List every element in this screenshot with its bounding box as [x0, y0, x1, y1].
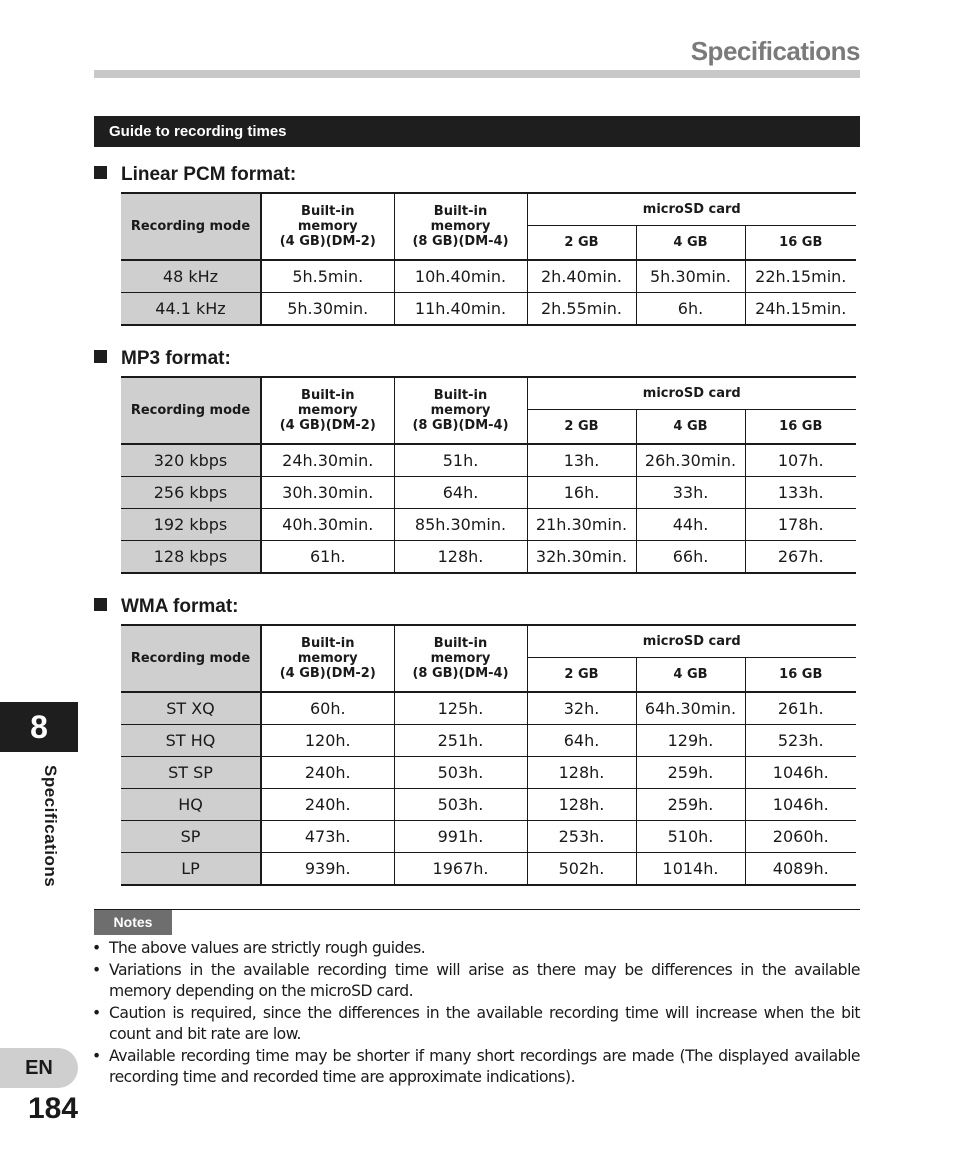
bullet-icon: •: [92, 960, 101, 979]
time-cell: 251h.: [394, 725, 527, 757]
builtin-4gb-header: [261, 377, 394, 444]
time-cell: 939h.: [261, 853, 394, 886]
time-cell: 523h.: [745, 725, 856, 757]
note-text: Available recording time may be shorter if many short recordings are made (The displayed available recording time and recorded time are approximate indications).: [109, 1046, 860, 1086]
notes-rule: [94, 909, 860, 910]
table-row: [121, 541, 856, 574]
table-row: [121, 821, 856, 853]
wma-heading-text: WMA format:: [121, 596, 239, 617]
microsd-gb16-header: 16 GB: [745, 226, 856, 261]
time-cell: 61h.: [261, 541, 394, 574]
time-cell: 125h.: [394, 692, 527, 725]
time-cell: 107h.: [745, 444, 856, 477]
linear-pcm-heading-text: Linear PCM format:: [121, 164, 297, 185]
time-cell: 10h.40min.: [394, 260, 527, 293]
bullet-icon: •: [92, 1003, 101, 1022]
recording-mode-header: Recording mode: [121, 193, 261, 260]
time-cell: 85h.30min.: [394, 509, 527, 541]
table-row: [121, 789, 856, 821]
time-cell: 32h.30min.: [527, 541, 636, 574]
mp3-heading-text: MP3 format:: [121, 348, 231, 369]
time-cell: 253h.: [527, 821, 636, 853]
time-cell: 1967h.: [394, 853, 527, 886]
time-cell: 13h.: [527, 444, 636, 477]
time-cell: 21h.30min.: [527, 509, 636, 541]
mode-cell: LP: [121, 853, 261, 886]
time-cell: 128h.: [527, 789, 636, 821]
time-cell: 6h.: [636, 293, 745, 326]
builtin-8gb-header: [394, 193, 527, 260]
builtin-8gb-header-line: memory: [430, 219, 491, 234]
time-cell: 64h.30min.: [636, 692, 745, 725]
table-row: [121, 477, 856, 509]
microsd-gb4-header: 4 GB: [636, 226, 745, 261]
recording-mode-header: Recording mode: [121, 377, 261, 444]
builtin-8gb-header: [394, 625, 527, 692]
builtin-8gb-header-line: (8 GB)(DM-4): [412, 666, 509, 681]
note-text: The above values are strictly rough guides.: [109, 939, 426, 957]
mode-cell: HQ: [121, 789, 261, 821]
language-tab: EN: [0, 1048, 78, 1088]
time-cell: 16h.: [527, 477, 636, 509]
mode-cell: 48 kHz: [121, 260, 261, 293]
builtin-4gb-header-line: (4 GB)(DM-2): [279, 418, 376, 433]
time-cell: 4089h.: [745, 853, 856, 886]
note-item: [92, 1046, 860, 1089]
time-cell: 259h.: [636, 789, 745, 821]
mp3-heading: [94, 347, 231, 371]
builtin-4gb-header-line: (4 GB)(DM-2): [279, 234, 376, 249]
table-row: [121, 725, 856, 757]
mode-cell: 192 kbps: [121, 509, 261, 541]
side-section-label: Specifications: [41, 765, 60, 888]
time-cell: 503h.: [394, 789, 527, 821]
mode-cell: 320 kbps: [121, 444, 261, 477]
builtin-4gb-header-line: Built-in: [301, 204, 355, 219]
time-cell: 5h.30min.: [636, 260, 745, 293]
microsd-gb2-header: 2 GB: [527, 226, 636, 261]
time-cell: 128h.: [394, 541, 527, 574]
note-text: Caution is required, since the differences in the available recording time will increase when the bit count and bit rate are low.: [109, 1003, 860, 1043]
time-cell: 40h.30min.: [261, 509, 394, 541]
builtin-8gb-header-line: memory: [430, 651, 491, 666]
time-cell: 11h.40min.: [394, 293, 527, 326]
recording-mode-header: Recording mode: [121, 625, 261, 692]
time-cell: 66h.: [636, 541, 745, 574]
builtin-4gb-header: [261, 625, 394, 692]
mp3-table: [121, 376, 856, 574]
time-cell: 133h.: [745, 477, 856, 509]
microsd-gb2-header: 2 GB: [527, 410, 636, 445]
table-row: [121, 444, 856, 477]
linear-pcm-table: [121, 192, 856, 326]
wma-heading: [94, 595, 239, 619]
table-row: [121, 853, 856, 886]
microsd-gb2-header: 2 GB: [527, 658, 636, 693]
time-cell: 2060h.: [745, 821, 856, 853]
page-number: 184: [28, 1092, 79, 1125]
builtin-4gb-header-line: memory: [297, 219, 358, 234]
wma-table: [121, 624, 856, 886]
time-cell: 51h.: [394, 444, 527, 477]
page-title: Specifications: [690, 36, 860, 66]
linear-pcm-heading: [94, 163, 296, 187]
table-row: [121, 293, 856, 326]
table-row: [121, 509, 856, 541]
note-item: [92, 960, 860, 1003]
time-cell: 5h.30min.: [261, 293, 394, 326]
note-item: [92, 938, 860, 960]
microsd-header: microSD card: [527, 193, 856, 226]
time-cell: 261h.: [745, 692, 856, 725]
mode-cell: SP: [121, 821, 261, 853]
mode-cell: 256 kbps: [121, 477, 261, 509]
note-text: Variations in the available recording time will arise as there may be differences in the available memory depending on the microSD card.: [109, 960, 860, 1000]
time-cell: 32h.: [527, 692, 636, 725]
time-cell: 5h.5min.: [261, 260, 394, 293]
square-bullet-icon: [94, 166, 107, 179]
microsd-gb16-header: 16 GB: [745, 410, 856, 445]
time-cell: 1046h.: [745, 789, 856, 821]
time-cell: 64h.: [394, 477, 527, 509]
notes-list: [92, 938, 860, 1089]
builtin-8gb-header-line: (8 GB)(DM-4): [412, 234, 509, 249]
builtin-4gb-header-line: memory: [297, 403, 358, 418]
microsd-gb16-header: 16 GB: [745, 658, 856, 693]
builtin-4gb-header-line: memory: [297, 651, 358, 666]
builtin-4gb-header-line: (4 GB)(DM-2): [279, 666, 376, 681]
mode-cell: ST SP: [121, 757, 261, 789]
builtin-8gb-header-line: Built-in: [433, 636, 488, 651]
time-cell: 22h.15min.: [745, 260, 856, 293]
time-cell: 1014h.: [636, 853, 745, 886]
builtin-8gb-header-line: Built-in: [433, 388, 488, 403]
mode-cell: ST XQ: [121, 692, 261, 725]
guide-title-bar: Guide to recording times: [94, 116, 860, 147]
microsd-header: microSD card: [527, 625, 856, 658]
builtin-8gb-header-line: (8 GB)(DM-4): [412, 418, 509, 433]
time-cell: 267h.: [745, 541, 856, 574]
bullet-icon: •: [92, 1046, 101, 1065]
time-cell: 178h.: [745, 509, 856, 541]
time-cell: 30h.30min.: [261, 477, 394, 509]
time-cell: 64h.: [527, 725, 636, 757]
time-cell: 128h.: [527, 757, 636, 789]
time-cell: 473h.: [261, 821, 394, 853]
square-bullet-icon: [94, 350, 107, 363]
bullet-icon: •: [92, 939, 101, 957]
chapter-number: 8: [0, 702, 78, 752]
time-cell: 502h.: [527, 853, 636, 886]
mode-cell: 44.1 kHz: [121, 293, 261, 326]
time-cell: 240h.: [261, 789, 394, 821]
time-cell: 120h.: [261, 725, 394, 757]
time-cell: 44h.: [636, 509, 745, 541]
table-row: [121, 260, 856, 293]
mode-cell: 128 kbps: [121, 541, 261, 574]
builtin-4gb-header-line: Built-in: [301, 636, 355, 651]
builtin-8gb-header: [394, 377, 527, 444]
notes-label: Notes: [94, 910, 172, 935]
microsd-gb4-header: 4 GB: [636, 658, 745, 693]
time-cell: 24h.15min.: [745, 293, 856, 326]
time-cell: 1046h.: [745, 757, 856, 789]
time-cell: 991h.: [394, 821, 527, 853]
microsd-header: microSD card: [527, 377, 856, 410]
microsd-gb4-header: 4 GB: [636, 410, 745, 445]
time-cell: 129h.: [636, 725, 745, 757]
builtin-8gb-header-line: memory: [430, 403, 491, 418]
time-cell: 2h.40min.: [527, 260, 636, 293]
builtin-4gb-header: [261, 193, 394, 260]
title-rule: [94, 70, 860, 78]
time-cell: 510h.: [636, 821, 745, 853]
builtin-8gb-header-line: Built-in: [433, 204, 488, 219]
time-cell: 26h.30min.: [636, 444, 745, 477]
time-cell: 33h.: [636, 477, 745, 509]
time-cell: 24h.30min.: [261, 444, 394, 477]
square-bullet-icon: [94, 598, 107, 611]
time-cell: 259h.: [636, 757, 745, 789]
note-item: [92, 1003, 860, 1046]
table-row: [121, 692, 856, 725]
time-cell: 2h.55min.: [527, 293, 636, 326]
time-cell: 503h.: [394, 757, 527, 789]
time-cell: 60h.: [261, 692, 394, 725]
builtin-4gb-header-line: Built-in: [301, 388, 355, 403]
mode-cell: ST HQ: [121, 725, 261, 757]
table-row: [121, 757, 856, 789]
time-cell: 240h.: [261, 757, 394, 789]
